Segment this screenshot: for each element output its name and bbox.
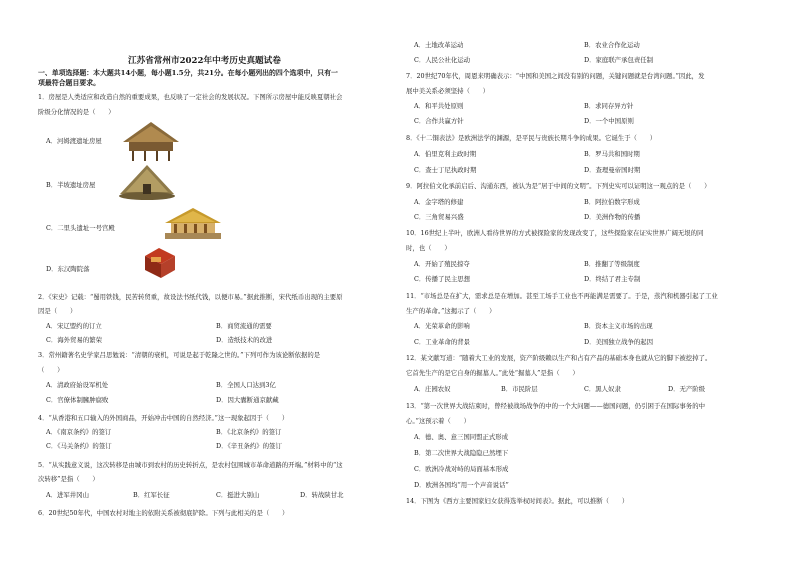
q6-stem-line-1: 6．20世纪50年代，中国农村对地主的依附关系被彻底铲除。下列与此相关的是（ ） (38, 509, 289, 517)
q2-stem-line-2: 因是（ ） (38, 307, 77, 315)
q3-option-b[interactable]: B．全国人口达到3亿 (216, 381, 276, 389)
q5-option-c[interactable]: C．挺进大别山 (216, 491, 260, 499)
exam-title: 江苏省常州市2022年中考历史真题试卷 (128, 56, 281, 66)
q13-option-d[interactable]: D．欧洲各国均“用一个声音说话” (414, 481, 509, 489)
q5-option-b[interactable]: B．红军长征 (133, 491, 170, 499)
q9-option-b[interactable]: B．阿拉伯数字形成 (584, 198, 640, 206)
q1-option-c[interactable]: C．二里头遗址一号宫殿 (46, 224, 115, 232)
q3-stem-line-2: （ ） (38, 366, 64, 374)
q11-option-b[interactable]: B．资本主义市场的出现 (584, 322, 653, 330)
q11-stem-line-2: 生产的革命。”这揭示了（ ） (406, 307, 496, 315)
q10-option-b[interactable]: B．推翻了等级制度 (584, 260, 640, 268)
q3-option-d[interactable]: D．因大囊断通京献藏 (216, 396, 279, 404)
q1-stem-line-2: 阶级分化情况的是（ ） (38, 108, 115, 116)
q4-option-d[interactable]: D．《辛丑条约》的签订 (216, 442, 282, 450)
q3-stem-line-1: 3．常州籍著名史学家吕思勉说：“清朝的衰机，可说是起于乾隆之世的。”下列可作为该论断依据的是 (38, 351, 321, 359)
q4-option-b[interactable]: B．《北京条约》的签订 (216, 428, 282, 436)
q9-stem-line-1: 9．阿拉伯文化承前启后、沟通东西，被认为是“居于中间的文明”。下列史实可以证明这一观点的是（ ） (406, 182, 711, 190)
q5-option-d[interactable]: D．转战陕甘北 (300, 491, 344, 499)
q2-option-b[interactable]: B．商贸流通的需要 (216, 322, 272, 330)
q2-option-a[interactable]: A．宋辽盟约的订立 (46, 322, 102, 330)
q2-stem-line-1: 2．《宋史》记载：“蜀用铁钱，民苦转贸重，故设法书纸代钱，以便市易。”据此推断，宋代纸币出现的主要原 (38, 293, 343, 301)
q13-option-a[interactable]: A．德、奥、意三国同盟正式形成 (414, 433, 509, 441)
q5-option-a[interactable]: A．进军井冈山 (46, 491, 89, 499)
q1-option-d[interactable]: D．东汉陶院落 (46, 265, 90, 273)
q12-option-c[interactable]: C．黑人奴隶 (584, 385, 621, 393)
q9-option-a[interactable]: A．金字塔的修建 (414, 198, 464, 206)
q13-stem-line-2: 心。”这预示着（ ） (406, 417, 470, 425)
q10-option-a[interactable]: A．开始了殖民掠夺 (414, 260, 470, 268)
q11-option-a[interactable]: A．光荣革命的影响 (414, 322, 470, 330)
q10-option-c[interactable]: C．传播了民主思想 (414, 275, 471, 283)
q6-option-b[interactable]: B．农业合作化运动 (584, 41, 640, 49)
section-heading-line-2: 项最符合题目要求。 (38, 79, 101, 87)
q6-option-d[interactable]: D．家庭联产承包责任制 (584, 56, 654, 64)
q9-option-d[interactable]: D．美洲作物的传播 (584, 213, 641, 221)
q8-stem-line-1: 8．《十二铜表法》是欧洲法学的渊源，是平民与贵族长期斗争的成果。它诞生于（ ） (406, 134, 657, 142)
q2-option-d[interactable]: D．造纸技术的改进 (216, 336, 273, 344)
q3-option-a[interactable]: A．清政府始设军机处 (46, 381, 109, 389)
q11-option-c[interactable]: C．工业革命的背景 (414, 338, 471, 346)
q12-stem-line-2: 它首先生产的是它自身的掘墓人。”此处“掘墓人”是指（ ） (406, 369, 579, 377)
q4-option-c[interactable]: C．《马关条约》的签订 (46, 442, 112, 450)
q7-stem-line-1: 7．20世纪70年代，周恩来明确表示：“中国和美国之间没有别的问题，关键问题就是台湾问题。”因此，发 (406, 72, 705, 80)
pottery-courtyard-image (141, 246, 177, 282)
q5-stem-line-2: 次转移”是指（ ） (38, 475, 99, 483)
q7-option-b[interactable]: B．求同存异方针 (584, 102, 634, 110)
q9-option-c[interactable]: C．三角贸易兴盛 (414, 213, 464, 221)
q3-option-c[interactable]: C．官僚体制臃肿腐败 (46, 396, 109, 404)
stilt-house-image (121, 120, 181, 162)
q2-option-c[interactable]: C．海外贸易的繁荣 (46, 336, 103, 344)
q5-stem-line-1: 5．“从实践意义说，这次转移是由城市到农村的历史转折点，是农村包围城市革命道路的开端。”材料中的“这 (38, 461, 343, 469)
q11-option-d[interactable]: D．美国独立战争的起因 (584, 338, 654, 346)
q8-option-c[interactable]: C．查士丁尼执政时期 (414, 166, 477, 174)
q13-stem-line-1: 13．“第一次世界大战结束时，曾经被战场战争的中的一个大问题——德国问题，仍引困于在国际事务的中 (406, 402, 705, 410)
q13-option-b[interactable]: B．第二次世界大战隐隐已然埋下 (414, 449, 509, 457)
q1-option-a[interactable]: A．河姆渡遗址房屋 (46, 137, 102, 145)
q4-stem-line-1: 4．“从香港和五口输入的外国商品，开始冲击中国的自然经济。”这一现象起因于（ ） (38, 414, 289, 422)
q6-option-a[interactable]: A．土地改革运动 (414, 41, 464, 49)
q13-option-c[interactable]: C．欧洲冷战对峙的局面基本形成 (414, 465, 509, 473)
q1-option-b[interactable]: B．半坡遗址房屋 (46, 181, 96, 189)
q10-stem-line-2: 时，也（ ） (406, 244, 451, 252)
q7-option-d[interactable]: D．一个中国原则 (584, 117, 634, 125)
q7-stem-line-2: 展中美关系必须坚持（ ） (406, 87, 490, 95)
section-heading-line-1: 一、单项选择题：本大题共14小题，每小题1.5分，共21分。在每小题列出的四个选项中，只有一 (38, 69, 338, 77)
q12-stem-line-1: 12．某文献写道：“随着大工业的发展，资产阶级赖以生产和占有产品的基础本身也就从它的脚下被挖掉了。 (406, 354, 712, 362)
q4-option-a[interactable]: A．《南京条约》的签订 (46, 428, 112, 436)
q12-option-d[interactable]: D．无产阶级 (668, 385, 706, 393)
palace-image (163, 207, 223, 243)
q7-option-c[interactable]: C．合作共赢方针 (414, 117, 464, 125)
round-hut-image (116, 164, 178, 202)
q10-option-d[interactable]: D．终结了君主专制 (584, 275, 641, 283)
q12-option-a[interactable]: A．庄园农奴 (414, 385, 451, 393)
q8-option-a[interactable]: A．伯里克利主政时期 (414, 150, 477, 158)
q7-option-a[interactable]: A．和平共处原则 (414, 102, 464, 110)
q10-stem-line-1: 10．16世纪上半叶，欧洲人看待世界的方式被探险家的发现改变了，这些探险家在证实世界广阔无垠的同 (406, 229, 704, 237)
q6-option-c[interactable]: C．人民公社化运动 (414, 56, 471, 64)
q1-stem-line-1: 1．房屋是人类适应和改造自然的重要成果，也反映了一定社会的发展状况。下图所示房屋中能反映夏朝社会 (38, 93, 343, 101)
q11-stem-line-1: 11．“市场总是在扩大，需求总是在增加。甚至工场手工业也不再能满足需要了。于是，蒸汽和机器引起了工业 (406, 292, 718, 300)
q12-option-b[interactable]: B．市民阶层 (501, 385, 538, 393)
q8-option-b[interactable]: B．罗马共和国时期 (584, 150, 640, 158)
q14-stem-line-1: 14．下图为《西方主要国家妇女获得选举权时间表》。据此，可以推断（ ） (406, 497, 629, 505)
q8-option-d[interactable]: D．查理曼帝国时期 (584, 166, 641, 174)
